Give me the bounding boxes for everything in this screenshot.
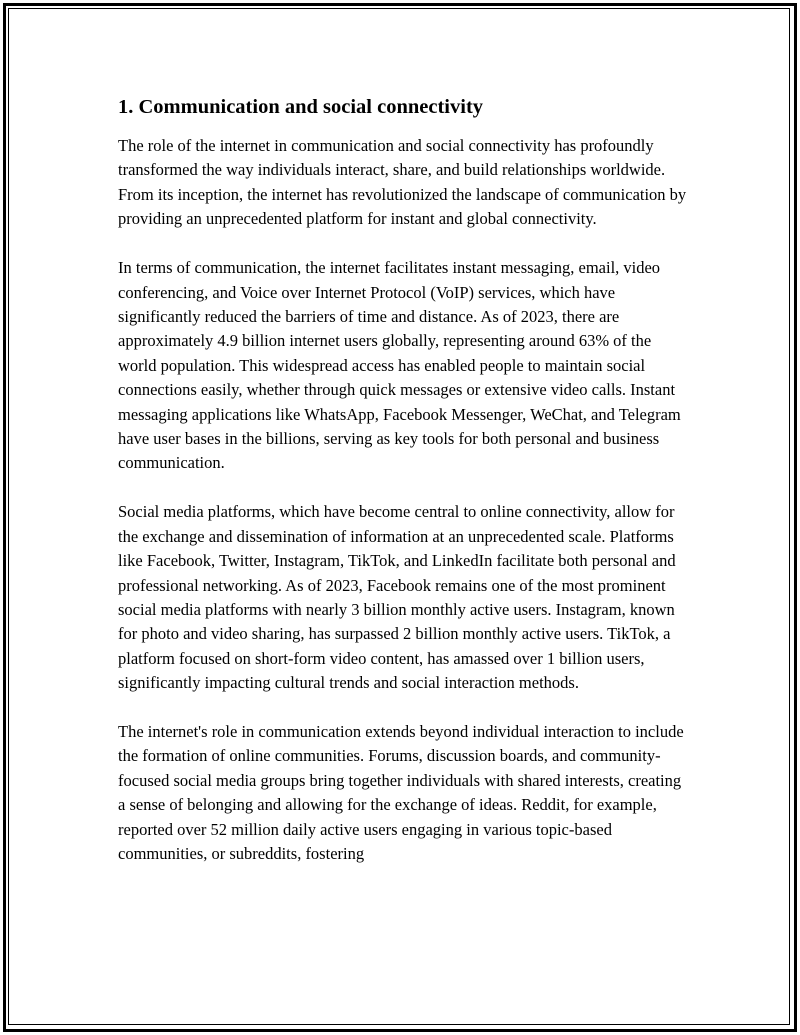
paragraph-intro: The role of the internet in communication and social connectivity has profoundly transformed the way individuals interact, share, and build relationships worldwide. From its inception, the internet has revolutionized the landscape of communication by providing an unprecedented platform for instant and global connectivity. <box>118 136 687 229</box>
paragraph-communication-tools: In terms of communication, the internet facilitates instant messaging, email, video conferencing, and Voice over Internet Protocol (VoIP) services, which have significantly reduced the barriers of time and distance. As of 2023, there are approximately 4.9 billion internet users globally, representing around 63% of the world population. This widespread access has enabled people to maintain social connections easily, whether through quick messages or extensive video calls. Instant messaging applications like WhatsApp, Facebook Messenger, WeChat, and Telegram have user bases in the billions, serving as key tools for both personal and business communication. <box>118 258 681 473</box>
section-heading: 1. Communication and social connectivity <box>118 96 484 118</box>
paragraph-social-media: Social media platforms, which have become central to online connectivity, allow for the exchange and dissemination of information at an unprecedented scale. Platforms like Facebook, Twitter, Instagram, TikTok, and LinkedIn facilitate both personal and professional networking. As of 2023, Facebook remains one of the most prominent social media platforms with nearly 3 billion monthly active users. Instagram, known for photo and video sharing, has surpassed 2 billion monthly active users. TikTok, a platform focused on short-form video content, has amassed over 1 billion users, significantly impacting cultural trends and social interaction methods. <box>118 502 676 693</box>
document-page <box>118 94 688 891</box>
paragraph-online-communities: The internet's role in communication extends beyond individual interaction to include the formation of online communities. Forums, discussion boards, and community-focused social media groups bring together individuals with shared interests, creating a sense of belonging and allowing for the exchange of ideas. Reddit, for example, reported over 52 million daily active users engaging in various topic-based communities, or subreddits, fostering <box>118 722 684 864</box>
